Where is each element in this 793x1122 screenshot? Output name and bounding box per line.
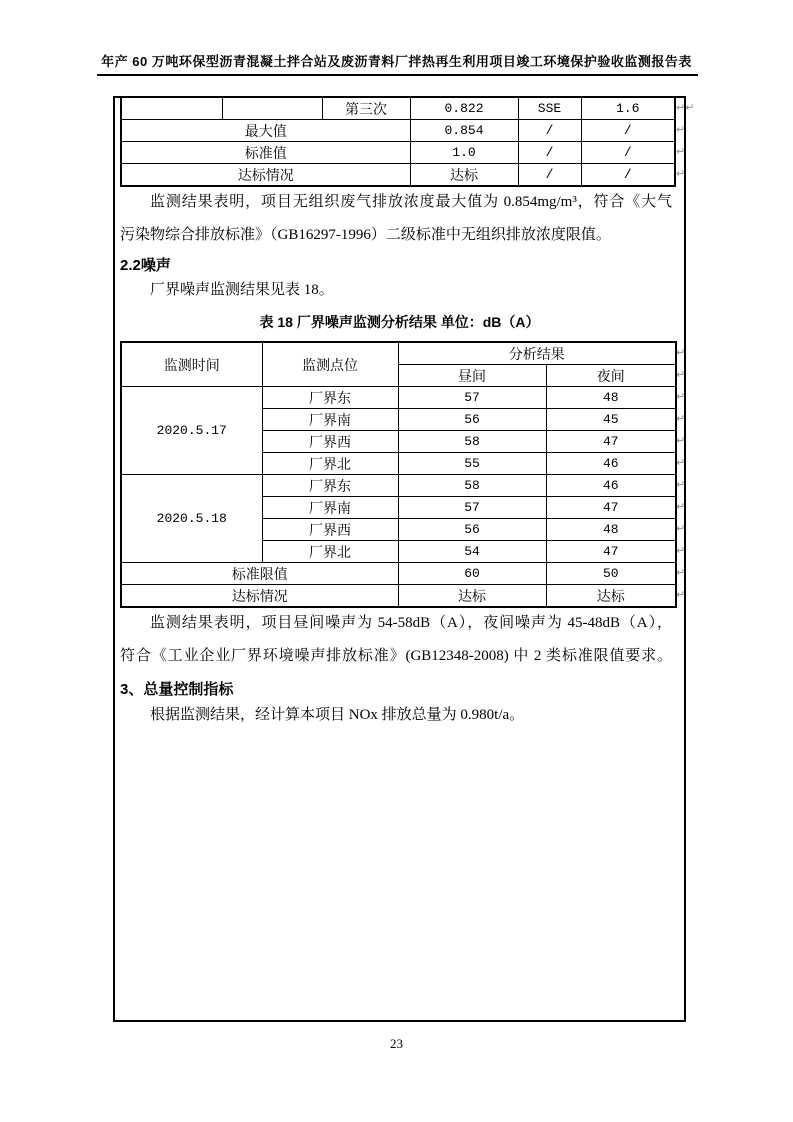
table-cell-slash: / bbox=[581, 142, 675, 164]
air-monitoring-result-paragraph bbox=[120, 186, 672, 252]
sample-round-label: 第三次 bbox=[322, 97, 410, 120]
page-number: 23 bbox=[390, 1036, 403, 1051]
pilcrow-icon: ↵ bbox=[676, 522, 686, 535]
location-cell: 厂界北 bbox=[262, 541, 398, 563]
paragraph-line: 厂界噪声监测结果见表 18。 bbox=[150, 282, 334, 298]
paragraph-mark-row bbox=[676, 364, 700, 386]
pilcrow-icon: ↵ bbox=[676, 145, 686, 158]
table-header-row bbox=[121, 342, 676, 365]
paragraph-mark-row bbox=[676, 562, 700, 584]
paragraph-line: 监测结果表明，项目昼间噪声为 54-58dB（A），夜间噪声为 45-48dB（A）， bbox=[150, 615, 672, 631]
paragraph-line: 监测结果表明，项目无组织废气排放浓度最大值为 0.854mg/m³，符合《大气 bbox=[150, 194, 672, 210]
paragraph-mark-row bbox=[676, 342, 700, 364]
table-cell-slash: / bbox=[518, 164, 581, 187]
pilcrow-icon: ↵ bbox=[676, 456, 686, 469]
day-value: 58 bbox=[398, 475, 546, 497]
day-value: 55 bbox=[398, 453, 546, 475]
limit-night-value: 50 bbox=[546, 563, 676, 585]
table-row bbox=[121, 475, 676, 497]
standard-value: 1.0 bbox=[410, 142, 518, 164]
table-row bbox=[121, 164, 675, 187]
table-row bbox=[121, 387, 676, 409]
pilcrow-icon: ↵ bbox=[676, 167, 686, 180]
pilcrow-icon: ↵ bbox=[676, 123, 686, 136]
table-row bbox=[121, 563, 676, 585]
location-cell: 厂界西 bbox=[262, 519, 398, 541]
paragraph-line: 符合《工业企业厂界环境噪声排放标准》(GB12348-2008) 中 2 类标准限值要求。 bbox=[120, 648, 672, 664]
location-cell: 厂界西 bbox=[262, 431, 398, 453]
col-header-result: 分析结果 bbox=[398, 342, 676, 365]
table-cell-slash: / bbox=[581, 120, 675, 142]
section-heading-total-control: 3、总量控制指标 bbox=[120, 681, 234, 698]
table-cell-empty bbox=[222, 97, 322, 120]
table-row bbox=[121, 585, 676, 608]
pilcrow-icon: ↵ bbox=[676, 544, 686, 557]
noise-monitoring-result-paragraph bbox=[120, 607, 672, 673]
cell-end-marks-upper bbox=[676, 97, 700, 185]
table-cell-slash: / bbox=[518, 142, 581, 164]
night-value: 47 bbox=[546, 497, 676, 519]
paragraph-mark-row bbox=[676, 452, 700, 474]
wind-speed-value: 1.6 bbox=[581, 97, 675, 120]
compliance-value: 达标 bbox=[410, 164, 518, 187]
night-value: 45 bbox=[546, 409, 676, 431]
paragraph-mark-row bbox=[676, 163, 700, 185]
paragraph-line: 污染物综合排放标准》（GB16297-1996）二级标准中无组织排放浓度限值。 bbox=[120, 227, 611, 243]
location-cell: 厂界南 bbox=[262, 497, 398, 519]
pilcrow-icon: ↵ bbox=[676, 346, 686, 359]
paragraph-mark-row bbox=[676, 408, 700, 430]
pilcrow-icon: ↵ bbox=[676, 588, 686, 601]
table-cell-slash: / bbox=[518, 120, 581, 142]
table-row bbox=[121, 142, 675, 164]
day-value: 56 bbox=[398, 519, 546, 541]
cell-end-marks-noise bbox=[676, 342, 700, 606]
paragraph-line: 根据监测结果，经计算本项目 NOx 排放总量为 0.980t/a。 bbox=[150, 707, 525, 723]
day-value: 57 bbox=[398, 497, 546, 519]
pilcrow-icon: ↵ bbox=[676, 368, 686, 381]
max-value: 0.854 bbox=[410, 120, 518, 142]
pilcrow-icon: ↵ bbox=[676, 390, 686, 403]
pilcrow-icon: ↵ bbox=[676, 412, 686, 425]
night-value: 47 bbox=[546, 541, 676, 563]
document-title: 年产 60 万吨环保型沥青混凝土拌合站及废沥青料厂拌热再生利用项目竣工环境保护验收监测报告表 bbox=[101, 54, 692, 69]
compliance-label: 达标情况 bbox=[121, 164, 410, 187]
unorganized-emission-table bbox=[120, 96, 676, 187]
table18-caption: 表 18 厂界噪声监测分析结果 单位：dB（A） bbox=[259, 314, 540, 330]
location-cell: 厂界东 bbox=[262, 475, 398, 497]
location-cell: 厂界南 bbox=[262, 409, 398, 431]
paragraph-mark-row bbox=[676, 386, 700, 408]
wind-direction-value: SSE bbox=[518, 97, 581, 120]
date-cell: 2020.5.17 bbox=[121, 387, 262, 475]
day-value: 58 bbox=[398, 431, 546, 453]
table-row bbox=[121, 120, 675, 142]
paragraph-mark-row bbox=[676, 430, 700, 452]
concentration-value: 0.822 bbox=[410, 97, 518, 120]
paragraph-mark-row bbox=[676, 141, 700, 163]
paragraph-mark-row bbox=[676, 97, 700, 119]
standard-value-label: 标准值 bbox=[121, 142, 410, 164]
date-cell: 2020.5.18 bbox=[121, 475, 262, 563]
night-value: 48 bbox=[546, 387, 676, 409]
compliance-day-value: 达标 bbox=[398, 585, 546, 608]
night-value: 48 bbox=[546, 519, 676, 541]
table-row bbox=[121, 97, 675, 120]
paragraph-mark-row bbox=[676, 119, 700, 141]
report-form-border bbox=[113, 96, 695, 1022]
noise-intro-paragraph bbox=[120, 274, 672, 307]
header-rule bbox=[97, 74, 698, 76]
day-value: 56 bbox=[398, 409, 546, 431]
limit-day-value: 60 bbox=[398, 563, 546, 585]
table-cell-empty bbox=[121, 97, 222, 120]
compliance-night-value: 达标 bbox=[546, 585, 676, 608]
day-value: 54 bbox=[398, 541, 546, 563]
paragraph-mark-row bbox=[676, 496, 700, 518]
night-value: 46 bbox=[546, 453, 676, 475]
pilcrow-icon: ↵ bbox=[676, 478, 686, 491]
total-control-paragraph bbox=[120, 699, 672, 732]
paragraph-mark-row bbox=[676, 518, 700, 540]
section-heading-noise: 2.2噪声 bbox=[120, 257, 171, 274]
table-cell-slash: / bbox=[581, 164, 675, 187]
col-header-night: 夜间 bbox=[546, 365, 676, 387]
paragraph-mark-row bbox=[676, 540, 700, 562]
paragraph-mark-row bbox=[676, 474, 700, 496]
pilcrow-icon: ↵ bbox=[676, 101, 686, 114]
day-value: 57 bbox=[398, 387, 546, 409]
night-value: 47 bbox=[546, 431, 676, 453]
max-value-label: 最大值 bbox=[121, 120, 410, 142]
paragraph-mark-row bbox=[676, 584, 700, 606]
pilcrow-icon: ↵ bbox=[676, 500, 686, 513]
location-cell: 厂界北 bbox=[262, 453, 398, 475]
pilcrow-icon: ↵ bbox=[685, 101, 695, 114]
night-value: 46 bbox=[546, 475, 676, 497]
col-header-day: 昼间 bbox=[398, 365, 546, 387]
pilcrow-icon: ↵ bbox=[676, 434, 686, 447]
col-header-location: 监测点位 bbox=[262, 342, 398, 387]
pilcrow-icon: ↵ bbox=[676, 566, 686, 579]
limit-label: 标准限值 bbox=[121, 563, 398, 585]
col-header-time: 监测时间 bbox=[121, 342, 262, 387]
location-cell: 厂界东 bbox=[262, 387, 398, 409]
compliance-label: 达标情况 bbox=[121, 585, 398, 608]
noise-monitoring-table bbox=[120, 341, 677, 608]
